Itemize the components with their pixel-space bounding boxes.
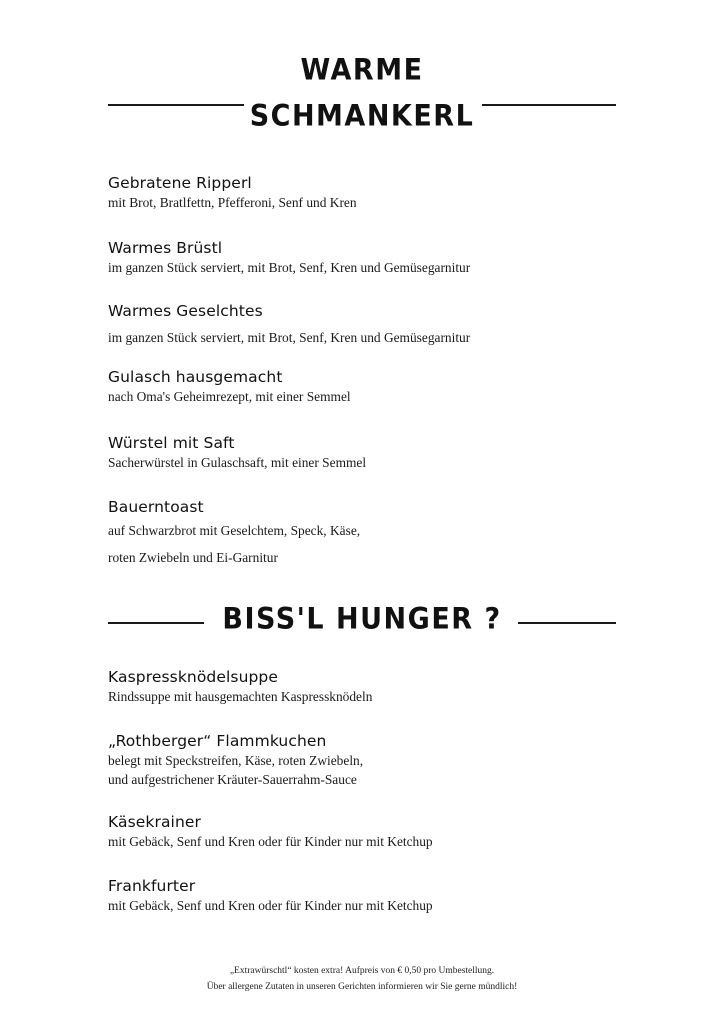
menu-item-name: Würstel mit Saft (108, 434, 235, 452)
menu-item-name: Gebratene Ripperl (108, 174, 252, 192)
menu-item-name: Warmes Geselchtes (108, 302, 263, 320)
menu-item (108, 497, 628, 571)
footer-note (0, 963, 724, 995)
menu-item (108, 301, 628, 347)
menu-item-description: Rindssuppe mit hausgemachten Kaspressknödeln (108, 689, 373, 704)
menu-item-name: „Rothberger“ Flammkuchen (108, 732, 327, 750)
menu-item-description: nach Oma's Geheimrezept, mit einer Semmel (108, 389, 351, 404)
menu-item-description: auf Schwarzbrot mit Geselchtem, Speck, Käse, (108, 523, 361, 538)
menu-item (108, 812, 628, 851)
menu-item (108, 667, 628, 706)
menu-item-name: Bauerntoast (108, 498, 204, 516)
menu-item-name: Gulasch hausgemacht (108, 368, 283, 386)
menu-item-description: und aufgestrichener Kräuter-Sauerrahm-Sauce (108, 772, 357, 787)
footer-line: Über allergene Zutaten in unseren Gerichten informieren wir Sie gerne mündlich! (206, 982, 518, 992)
menu-item-description: Sacherwürstel in Gulaschsaft, mit einer Semmel (108, 455, 367, 470)
menu-item-description: roten Zwiebeln und Ei-Garnitur (108, 550, 278, 565)
menu-item-description: im ganzen Stück serviert, mit Brot, Senf, Kren und Gemüsegarnitur (108, 260, 471, 275)
menu-item (108, 731, 628, 789)
menu-item-description: mit Brot, Bratlfettn, Pfefferoni, Senf und Kren (108, 195, 357, 210)
section-title-line-1: WARME (300, 53, 424, 88)
menu-item (108, 367, 628, 406)
menu-item-name: Frankfurter (108, 877, 196, 895)
menu-item-description: mit Gebäck, Senf und Kren oder für Kinder nur mit Ketchup (108, 898, 433, 913)
menu-item-description: im ganzen Stück serviert, mit Brot, Senf, Kren und Gemüsegarnitur (108, 330, 471, 345)
section-title-line-1: BISS'L HUNGER ? (222, 602, 502, 637)
menu-item-name: Käsekrainer (108, 813, 201, 831)
menu-item-name: Warmes Brüstl (108, 239, 223, 257)
footer-line: „Extrawürschtl“ kosten extra! Aufpreis von € 0,50 pro Umbestellung. (229, 966, 495, 976)
menu-item (108, 173, 628, 212)
menu-item-description: mit Gebäck, Senf und Kren oder für Kinder nur mit Ketchup (108, 834, 433, 849)
section-title-line-2: SCHMANKERL (249, 99, 475, 134)
menu-item (108, 876, 628, 915)
menu-item-description: belegt mit Speckstreifen, Käse, roten Zwiebeln, (108, 753, 364, 768)
menu-item (108, 433, 628, 472)
menu-item-name: Kaspressknödelsuppe (108, 668, 279, 686)
menu-item (108, 238, 628, 277)
